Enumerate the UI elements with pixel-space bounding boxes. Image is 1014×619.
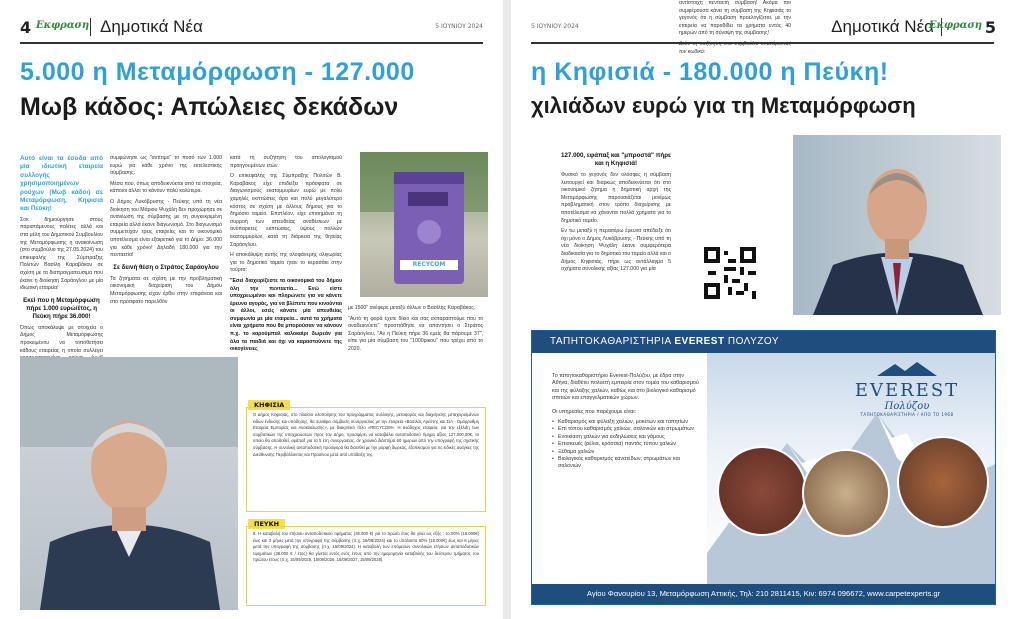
ad-title-text: ΤΑΠΗΤΟΚΑΘΑΡΙΣΤΗΡΙΑ [550,336,675,347]
ad-intro: Το ταπητοκαθαριστήριο Everest-Πολύζου, με έδρα στην Αθήνα, διαθέτει πολυετή εμπειρία στον τομέα του καθαρισμού και της φύλαξης χαλιών, καθώς και στο βιολογικό καθαρισμό σπιτιών και επαγγελματικών χώρων. [552,373,699,402]
headline-line-2: Μωβ κάδος: Απώλειες δεκάδων [20,93,399,121]
article-paragraph: με 1500" ανέφερε μεταξύ άλλων ο Βασίλης Καραβάκος. [348,305,476,311]
newspaper-logo: Εκφραση [36,20,90,31]
carpet-photo-3 [897,436,989,528]
ad-title-suffix: ΠΟΛΥΖΟΥ [724,336,780,347]
portrait-icon [793,135,1001,315]
header-divider [90,18,91,36]
section-title: Δημοτικά Νέα [100,17,203,36]
ad-brand-tagline: ΤΑΠΗΤΟΚΑΘΑΡΙΣΤΗΡΙΑ / ΑΠΟ ΤΟ 1968 [860,412,954,417]
article-paragraph: Ο Δήμος Λυκόβρυσης - Πεύκης υπό τη νέα διοίκηση του Μάριου Ψυχάλη δεν προχώρησε σε ανανέωση της σύμβασης με τη συγκεκριμένη εταιρεία αλλά έκανε διαγωνισμό. Στο διαγωνισμό συμμετείχαν τρεις εταιρείες και το οικονομικό αποτέλεσμα είναι εξαιρετικό για το Δήμο: 36.000 για κάθε χρόνο! Δηλαδή 180.000 για την πενταετία! [110,198,222,259]
article-paragraph: Τα ζητήματα σε σχέση με την προβληματική οικονομική διαχείριση του Δήμου Μεταμόρφωσης είχαν έρθει στην επιφάνεια και στο πρόσφατο παρελθόν [110,275,222,305]
box-tag-kifisia: ΚΗΦΙΣΙΑ [248,400,290,410]
kifisia-excerpt-text: Ο Δήμος Κηφισιάς, στο πλαίσιο υλοποίησης του προγράμματος συλλογής, μεταφοράς και διαχείρισης μεταχειρισμένων ειδών ένδυσης και υπόδησης, θα συνάψει σύμβαση συνεργασίας με την εταιρεία «Βασιλάς Αρέστης και ΣΙΑ - Ομόρρυθμη Εταιρεία Εμπορίας και Ανακύκλωσης», με διακριτικό τίτλο «RECYCOM». Η ανάδοχος εταιρεία, για την εξέλιξη των συμβατικών της υποχρεώσεων προς τον Δήμο, προσφέρει να καταβάλει ανταποδοτικό τίμημα αξίας 127.000,00€, το οποίο θα αποδοθεί, εφάπαξ για τα 5 έτη συνεργασίας, σε χρονικό διάστημα 60 ημερών από την υπογραφή της σχετικής σύμβασης. Η συνολική ανταποδοτική προσφορά θα διατεθεί με την μορφή δωρεάς, εξοπλισμού για τις ειδικές ανάγκες της Διεύθυνσης Περιβάλλοντος και Πρασίνου μετά από υπόδειξη της. [253,412,479,457]
issue-date: 5 ΙΟΥΝΙΟΥ 2024 [435,23,483,30]
qr-code-icon [704,247,756,299]
article-quote: "Εσεί διαχειρίζεστε τα οικονομικά του δήμου όλη την πενταετία... Ενώ είστε υποχρεωμένοι και πληρώνετε για να κάνετε έρευνα αγοράς, για να βλέπετε που κινούνται οι άλλοι, εσείς κάνατε μία απευθείας συμφωνία με μία εταιρεία... αυτά τα χρήματα είναι χρήματα που θα μπορούσαν να κάνουν π.χ. το καρούμπαλ καλοκαίρι δωρεάν για όλα τα παιδιά και όχι να καραστούνετε της οικογένειες [230,277,342,353]
ad-title-brand: EVEREST [674,336,725,347]
article-column-4 [348,305,483,357]
page-number: 4 [20,18,32,37]
article-paragraph: Όπως αποκάλυψε με στοιχεία ο Δήμος Μεταμόρφωσης προκειμένου να τοποθετήσει κάδους εταιρείας η οποία συλλέγει [20,324,103,354]
advertisement [531,330,996,605]
person-photo [20,357,238,610]
article-paragraph: Ο επικεφαλής της Σύμπραξης Πολιτών Β. Καραβάκος είχε επιδείξει πρόσφατα σε διαγωνισμούς εκατομμυρίων ευρώ με πολύ χαμηλές εκπτώσεις άρα και πολύ μεγαλύτερο κόστος σε σχέση με άλλους δήμους για το δημόσιο ταμείο. Επιπλέον, είχε επισημάνει τη συρροή των απευθείας αναθέσεων με ανύπαρκτες εκπτώσεις, ύψους πολλών εκατομμυρίων, κατά τη διάρκεια της θητείας Σαράογλου. [230,173,342,248]
page-header [0,8,503,48]
peuki-excerpt-text: 8. Η καταβολή του ετήσιου ανταποδοτικού τιμήματος (36.000 €) για το πρώτο έτος θα γίνει ως εξής : το 50% (18.000€) έως και 3 μήνες μετά την υπογραφή της σύμβασης (π.χ. 15/06/2024) και το υπόλοιπο 50% (18.000€) έως και 6 μήνες μετά την υπογραφή της σύμβασης (π.χ. 15/09/2024). Η καταβολή των επόμενων συνολικών ετήσιων ανταποδοτικών τιμημάτων (36.000 € / έτος) θα γίνεται εντός ενός έτους από την ημερομηνία καταβολής του δεύτερου τμήματος του πρώτου έτους (π.χ. 15/09/2025, 15/09/2026, 15/09/2027, 15/09/2028). [253,531,479,563]
carpet-photo-2 [802,449,890,537]
ad-services-list [552,419,702,471]
article-column-2 [679,0,791,59]
ad-footer: Αγίου Φανουρίου 13, Μεταμόρφωση Αττικής, Τηλ: 210 2811415, Κιν: 6974 096672, www.carpetexperts.gr [532,584,995,604]
right-page [511,0,1014,619]
ad-title-bar [532,331,995,353]
article-column-1 [20,155,103,373]
list-item: • Επί τόπου καθαρισμός χαλιών, σαλονιών και στρωμάτων [552,426,702,433]
peuki-excerpt-box [246,526,486,606]
article-quote: "Αυτό τη φορά έχετε δίκιο και σας εκπαραστούμε που το αναδεικνύετε" προσπάθησε να απαντήσει ο Στράτος Σαράογλου, "Αν η Πεύκη πήρε 36 εμείς θα πάρουμε 37", είπε για μία σύμβαση του "1000ρικου" που τρέχει από το 2020. [348,315,483,352]
headline-line-1: 5.000 η Μεταμόρφωση - 127.000 [20,58,415,86]
article-paragraph: Δείτε τη συζήτηση στο συμβούλιο σκανάροντας τον κωδικό: [679,40,791,55]
kifisia-excerpt-box [246,407,486,512]
list-item: • Ξέθαμα χαλιών [552,449,702,456]
headline-line-2: χιλιάδων ευρώ για τη Μεταμόρφωση [531,93,916,118]
list-item: • Βιολογικός καθαρισμός κανατέδων, στρωμάτων και σαλονιών [552,456,702,471]
article-column-2 [110,155,222,309]
headline-line-1: η Κηφισιά - 180.000 η Πεύκη! [531,58,889,86]
recycling-bin-photo [360,152,488,297]
carpet-photo-1 [717,446,807,536]
newspaper-logo: Εκφραση [928,20,982,31]
list-item: • Επισκευές (ρέλια, κρόσσια) παντός τύπου χαλιών [552,441,702,448]
ad-brand-block [832,361,982,417]
list-item: • Καθαρισμός και φύλαξη χαλιών, μοκετών και ταπητίων [552,419,702,426]
article-paragraph: κατά τη συζήτηση του απολογισμού προηγουμένων ετών. [230,155,342,169]
article-paragraph: Η αποκάλυψη αυτής της ολοφάνερης ολιγωρίας για το δημοτικό ταμείο ήταν το κερασάκι στην τούρτα: [230,252,342,274]
article-lead: Αυτό είναι τα έσοδα από μία ιδιωτική εταιρεία συλλογής χρησιμοποιημένων ρούχων (Μωβ κάδοι) σε Μεταμόρφωση, Κηφισιά και Πεύκη! [20,155,103,213]
article-paragraph: Σοκ δημιούργησε στους παριστάμενους πολίτες αλλά και στα μέλη του Δημοτικού Συμβουλίου της Μεταμόρφωσης η ανακοίνωση (στο συμβούλιο της 27.05.2024) του επικεφαλής της Σύμπραξης Πολιτών Βασίλη Καραβάκου σε σχέση με τα διαπραγματευσιμα που έκανε η διοίκηση Σαράογλου με μία ιδιωτική εταιρεία! [20,216,103,292]
section-title: Δημοτικά Νέα [831,17,934,36]
list-item: • Ενοικίαση χαλιών για εκδηλώσεις και γάμους [552,434,702,441]
left-page [0,0,503,619]
portrait-icon [20,357,238,610]
ad-brand-sub: Πολύζου [884,401,930,412]
article-paragraph: αντίστοιχη πενταετή σύμβαση! Ακόμα πιο συμφέρουσα κάνει τη σύμβαση της Κηφισιάς το γεγονός ότι η σύμβαση προελογίζεται, με την εταιρεία να παραδίδει τα χρήματα εντός 40 ημερών από τη σύναψη της σύμβασης! [679,0,791,37]
article-column-1 [561,148,671,277]
mountain-logo-icon [877,362,937,376]
article-subhead: Εκεί που η Μεταμόρφωση πήρε 1.000 ευρώ/έτος, η Πεύκη πήρε 36.000! [23,296,100,320]
purple-bin-icon [360,152,488,297]
article-paragraph: Εν τω μεταξύ η περαιτέρω έρευνα απέδειξε ότι όχι μόνο ο Δήμος Λυκόβρυσης - Πεύκης υπό τη νέα διοίκηση Ψυχάλη έκανε συμφερότερα διαδικασία για το δημοτικό του ταμείο αλλά και ο Δήμος Κηφισιάς, πήρε ως αντάλλαγμα 5 σχήματα συνολικής αξίας 127.000 για μία [561,228,671,273]
header-rule [20,42,483,44]
ad-services-title: Οι υπηρεσίες που παρέχουμε είναι: [552,408,637,415]
ad-description [552,373,702,471]
bin-brand-label: RECYCOM [412,261,446,268]
article-paragraph: Μέσα που, όπως αποδεικνύεται από τα στοιχεία, κάποιοι άλλοι το κάνουν πολύ καλύτερα. [110,180,222,195]
page-number: 5 [984,18,996,37]
box-tag-peuki: ΠΕΥΚΗ [248,519,285,529]
article-column-3 [230,155,342,357]
article-subhead: Σε δεινή θέση ο Στράτος Σαράογλου [113,263,219,271]
article-paragraph: συμφώνησε ως "αντίτιμο" το ποσό των 1.000 ευρώ για κάθε χρόνο της εκτελεστικής σύμβασης. [110,155,222,177]
article-subhead: 127.000, εφάπαξ και "μπροστά" πήρε και η Κηφισιά! [561,152,671,167]
issue-date: 5 ΙΟΥΝΙΟΥ 2024 [531,23,579,30]
ad-brand-name: EVEREST [854,380,960,401]
article-paragraph: Φυσικό το γεγονός δεν ολόσφες η σύμβαση λειτουργεί και διαρκώς αποδεικνύεται ότι στο οικονομικό ζήτημα η δημοτική αρχή της Μεταμόρφωσης παρουσιάζεται μονίμως προβληματική στον τρόπο διαχείρισης με αποτέλεσμα να χάνονται πολλά χρήματα για το δημοτικό ταμείο. [561,172,671,224]
qr-code[interactable] [704,247,756,299]
person-photo [793,135,1001,315]
